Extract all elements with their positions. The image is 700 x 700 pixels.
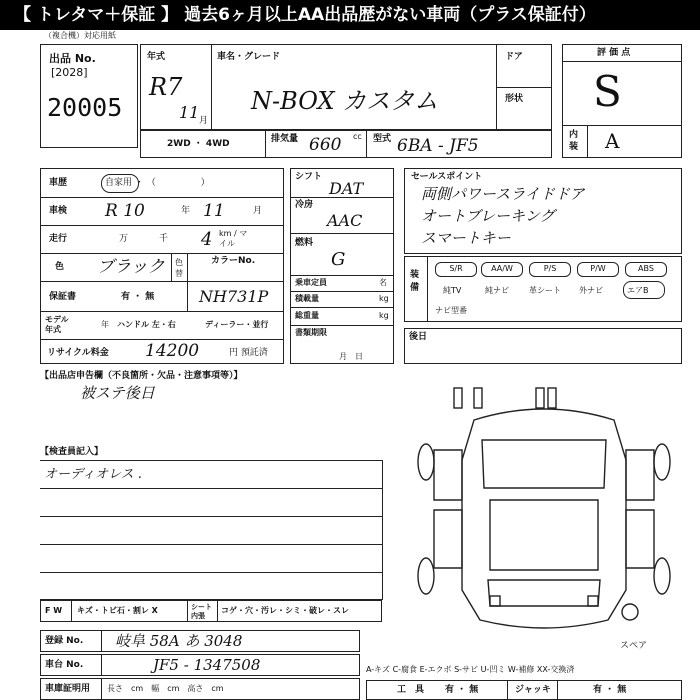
lot-box [40,44,138,148]
capacity-unit: 名 [379,278,387,287]
middle-section [290,168,394,364]
tools-row [366,680,682,700]
score-box [562,44,682,158]
handle-label: ハンドル 左・右 [117,320,176,329]
capacity-label: 乗車定員 [295,278,327,287]
inspection-value: R 10 [105,201,145,221]
dealer-label: ディーラー・並行 [205,320,269,329]
windshield [482,440,606,488]
history-options: 自家用 ・ （ ） [105,178,210,188]
warranty-label: 保証書 [49,292,77,302]
fuel-label: 燃料 [295,238,314,248]
inspector-label: 【検査員記入】 [40,447,104,457]
door-label: ドア [505,52,523,62]
sales-line-2: オートブレーキング [421,207,555,225]
ac-value: AAC [327,211,363,230]
front-left-mirror [454,388,462,408]
equip-navi: 純ナビ [485,286,509,295]
equip-pw: P/W [577,262,619,277]
equip-sr: S/R [435,262,477,277]
color-change: 色替 [175,258,183,278]
sales-point-box [404,168,682,254]
rear-window [488,580,600,606]
compat-label: （複合機）対応用紙 [44,31,116,40]
color-no-value: NH731P [199,287,269,306]
name-label: 車名・グレード [217,52,281,62]
equip-airbag: エアB [627,286,649,295]
lot-number: 20005 [47,93,123,122]
seat-label: シート 内張 [191,603,212,620]
declaration-label: 【出品店申告欄（不良箇所・欠品・注意事項等）】 [40,371,243,381]
history-selected-circle [101,174,139,193]
left-section [40,168,284,364]
displacement-value: 660 [309,135,342,155]
equip-tv: 純TV [443,286,462,295]
tools-label: 工 具 [397,685,425,695]
displacement-label: 排気量 [271,134,299,144]
after-label: 後日 [409,332,428,342]
after-box [404,328,682,364]
jack-options: 有 ・ 無 [593,685,627,695]
year-value: R7 [149,73,183,101]
seat-text: コゲ・穴・汚レ・シミ・破レ・スレ [221,606,349,615]
fuel-value: G [331,249,346,270]
roof [490,500,598,570]
model-value: 6BA - JF5 [397,136,479,156]
month-label: 月 [199,116,209,126]
fw-text: キズ・トビ石・割レ X [77,606,158,615]
shift-value: DAT [329,179,364,198]
equip-ps: P/S [529,262,571,277]
color-label: 色 [55,262,65,272]
history-label: 車歴 [49,178,68,188]
cert-dims: 長さ cm 幅 cm 高さ cm [107,684,224,693]
deadline-unit: 月 日 [339,352,363,361]
sales-line-1: 両側パワースライドドア [421,185,585,203]
mileage-man: 万 [119,234,129,244]
sales-label: セールスポイント [411,172,483,182]
reg-label: 登録 No. [45,636,84,646]
mileage-label: 走行 [49,234,68,244]
equip-aaw: AA/W [481,262,523,277]
reg-value: 岐阜 58A あ 3048 [115,632,243,650]
lot-year: [2028] [51,66,88,79]
garage-cert-row [40,678,360,700]
car-body-outline [462,409,626,628]
spare-tire-icon [622,604,638,620]
vehicle-box [140,44,552,130]
model-year-unit: 年 [101,320,109,329]
score-label: 評 価 点 [597,48,631,58]
equip-label: 装備 [410,270,420,293]
equip-ext-navi: 外ナビ [579,286,603,295]
interior-label: 内装 [569,130,579,152]
chassis-value: JF5 - 1347508 [153,656,261,674]
load-unit: kg [379,294,389,303]
tools-options: 有 ・ 無 [445,685,479,695]
damage-legend: A-キズ C-腐食 E-エクボ S-サビ U-凹ミ W-補修 XX-交換済 [366,665,575,674]
recycle-unit: 円 預託済 [229,348,268,358]
ac-label: 冷房 [295,200,314,210]
model-label: 型式 [373,134,392,144]
cert-label: 車庫証明用 [45,684,91,694]
navi-model-label: ナビ型番 [435,306,467,315]
warranty-options: 有 ・ 無 [121,292,155,302]
spare-label: スペア [620,641,648,651]
sales-line-3: スマートキー [421,229,511,247]
weight-unit: kg [379,311,389,320]
lot-label: 出品 No. [49,52,96,65]
year-label: 年式 [147,52,166,62]
name-value: N-BOX カスタム [251,87,439,115]
jack-label: ジャッキ [515,685,551,695]
score-value: S [593,67,622,116]
month-value: 11 [179,103,200,122]
banner-title: 【 トレタマ＋保証 】 過去6ヶ月以上AA出品歴がない車両（プラス保証付） [0,0,700,30]
interior-value: A [605,129,620,153]
recycle-label: リサイクル料金 [47,348,109,358]
mileage-unit: km / マイル [219,229,248,248]
color-value: ブラック [97,257,165,277]
inspection-year: 年 [181,206,191,216]
chassis-label: 車台 No. [45,660,84,670]
equipment-box [404,256,682,322]
cc-label: cc [353,132,362,141]
inspection-month: 月 [253,206,263,216]
inspection-label: 車検 [49,206,68,216]
color-no-label: カラーNo. [211,256,256,266]
weight-label: 総重量 [295,311,319,320]
airbag-circle [623,281,665,299]
deadline-label: 書類期限 [295,328,327,337]
chassis-row [40,654,360,676]
shift-label: シフト [295,172,323,182]
fw-label: F W [45,606,63,615]
shape-label: 形状 [505,94,524,104]
inspection-month-value: 11 [203,201,225,221]
mileage-value: 4 [201,229,213,250]
spec-row [140,130,552,158]
equip-leather: 革シート [529,286,561,295]
car-diagram [404,380,682,640]
mileage-sen: 千 [159,234,169,244]
registration-row [40,630,360,652]
equip-abs: ABS [625,262,667,277]
recycle-value: 14200 [145,341,200,361]
load-label: 積載量 [295,294,319,303]
inspector-value: オーディオレス . [44,467,142,482]
model-type-label: モデル 年式 [45,315,69,334]
drive-options: 2WD ・ 4WD [167,139,230,149]
fw-row [40,600,382,622]
declaration-value: 被ステ後日 [80,384,155,402]
inspector-lines [40,460,382,600]
